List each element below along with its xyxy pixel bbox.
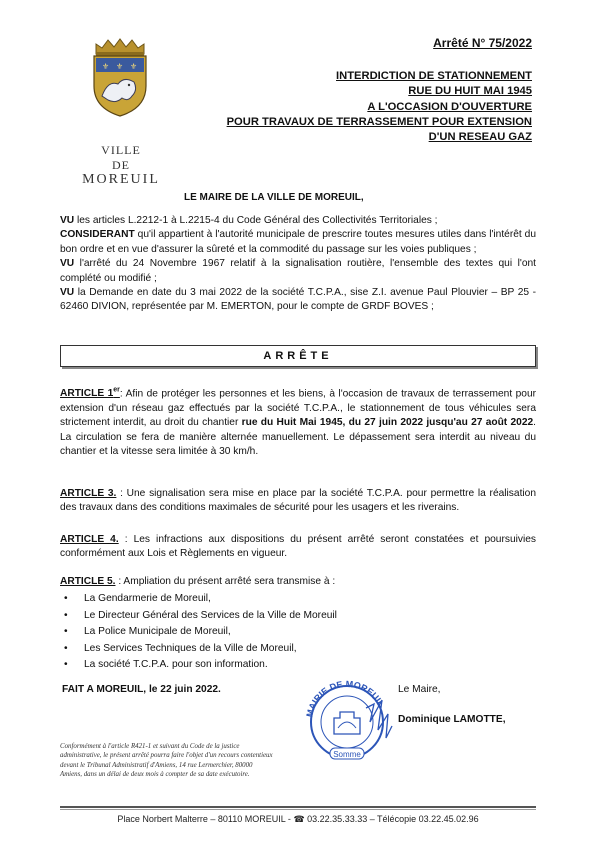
footer-contact — [60, 814, 536, 825]
list-item: • La société T.C.P.A. pour son information. — [60, 657, 536, 674]
footer-phone: 03.22.35.33.33 – Télécopie 03.22.45.02.96 — [304, 814, 479, 824]
mayor-label: Le Maire, — [398, 684, 441, 695]
arrete-heading-box — [60, 345, 536, 367]
consideration-lead: VU — [60, 215, 75, 226]
footer-divider-thin — [60, 809, 536, 810]
title-line: RUE DU HUIT MAI 1945 — [408, 85, 532, 98]
footer-address: Place Norbert Malterre – 80110 MOREUIL - — [117, 814, 294, 824]
phone-icon: ☎ — [293, 814, 305, 824]
svg-text:⚜: ⚜ — [102, 62, 110, 71]
article-1-text-end: . La circulation se fera de manière alternée manuellement. Le dépassement sera interdit au niveau du chantier et la vitesse sera limitée à 30 km/h. — [60, 417, 536, 458]
crest-label-ville: VILLE — [101, 143, 141, 157]
footer-divider — [60, 806, 536, 808]
article-1-text: : Afin de protéger les personnes et les biens, à l'occasion de travaux de terrassement pour extension d'un réseau gaz effectués par la société T.C.P.A., le stationnement de tous véhicules sera strictement interdit, au droit du chantier — [60, 388, 536, 429]
crest-label-de: DE — [112, 158, 130, 172]
consideration-text: les articles L.2212-1 à L.2215-4 du Code Général des Collectivités Territoriales ; — [74, 215, 438, 226]
consideration-item — [60, 286, 536, 315]
article-4 — [60, 533, 536, 562]
article-4-title: ARTICLE 4. — [60, 534, 119, 545]
article-3-title: ARTICLE 3. — [60, 488, 117, 499]
decree-title — [227, 69, 532, 145]
signature-place-date: FAIT A MOREUIL, le 22 juin 2022. — [62, 684, 221, 695]
consideration-text: la Demande en date du 3 mai 2022 de la société T.C.P.A., sise Z.I. avenue Paul Plouvier – BP 25 - 62460 DIVION, représentée par M. EMERTON, pour le compte de GRDF BOVES ; — [60, 287, 536, 313]
mayor-name: Dominique LAMOTTE, — [398, 714, 506, 725]
city-crest-logo — [88, 38, 152, 118]
consideration-lead: CONSIDERANT — [60, 229, 135, 241]
consideration-item — [60, 257, 536, 286]
consideration-text: qu'il appartient à l'autorité municipale de prescrire toutes mesures utiles dans l'intérêt du bon ordre et en vue d'assurer la sûreté et la commodité du passage sur les voies publiques ; — [60, 229, 536, 255]
crest-label-moreuil: MOREUIL — [82, 172, 160, 187]
consideration-item — [60, 228, 536, 257]
considerations-block — [60, 214, 536, 315]
list-item: • Les Services Techniques de la Ville de Moreuil, — [60, 641, 536, 658]
title-line: A L'OCCASION D'OUVERTURE — [367, 100, 532, 113]
title-line: POUR TRAVAUX DE TERRASSEMENT POUR EXTENSION — [226, 115, 532, 128]
list-item: • La Police Municipale de Moreuil, — [60, 624, 536, 641]
article-5-title: ARTICLE 5. — [60, 576, 116, 587]
mayor-stamp-seal — [296, 678, 398, 760]
article-1-dates: rue du Huit Mai 1945, du 27 juin 2022 jusqu'au 27 août 2022 — [241, 417, 534, 429]
recipient-list — [60, 591, 536, 674]
consideration-item — [60, 214, 536, 228]
article-1-title: ARTICLE 1er — [60, 387, 120, 400]
consideration-lead: VU — [60, 287, 75, 299]
decree-number: Arrêté N° 75/2022 — [433, 36, 532, 50]
title-line: INTERDICTION DE STATIONNEMENT — [336, 70, 532, 82]
arrete-heading: ARRÊTE — [263, 350, 333, 362]
article-3-text: : Une signalisation sera mise en place par la société T.C.P.A. pour permettre la réalisation des travaux dans des conditions maximales de sécurité pour les usagers et les riverains. — [60, 488, 536, 514]
mayor-heading: LE MAIRE DE LA VILLE DE MOREUIL, — [184, 192, 364, 203]
article-3 — [60, 487, 536, 516]
article-1 — [60, 384, 536, 459]
list-item: • La Gendarmerie de Moreuil, — [60, 591, 536, 608]
stamp-somme-text: Somme — [333, 750, 361, 759]
consideration-lead: VU — [60, 258, 75, 270]
consideration-text: l'arrêté du 24 Novembre 1967 relatif à la signalisation routière, l'ensemble des textes qui l'ont complété ou modifié ; — [60, 258, 536, 284]
list-item: • Le Directeur Général des Services de la Ville de Moreuil — [60, 608, 536, 625]
article-5 — [60, 575, 536, 674]
article-5-text: : Ampliation du présent arrêté sera transmise à : — [115, 576, 336, 587]
title-line: D'UN RESEAU GAZ — [428, 131, 532, 144]
legal-notice: Conformément à l'article R421-1 et suivant du Code de la justice administrative, le présent arrêté pourra faire l'objet d'un recours contentieux devant le Tribunal Administratif d'Amiens, 14 rue Lermerchier, 80000 Amiens, dans un délai de deux mois à compter de sa date exécutoire. — [60, 743, 273, 779]
article-4-text: : Les infractions aux dispositions du présent arrêté seront constatées et poursuivies conformément aux Lois et Règlements en vigueur. — [60, 534, 536, 560]
svg-text:⚜: ⚜ — [130, 62, 138, 71]
svg-text:MAIRIE DE MOREUIL: MAIRIE DE MOREUIL — [304, 678, 387, 719]
svg-text:⚜: ⚜ — [116, 62, 124, 71]
